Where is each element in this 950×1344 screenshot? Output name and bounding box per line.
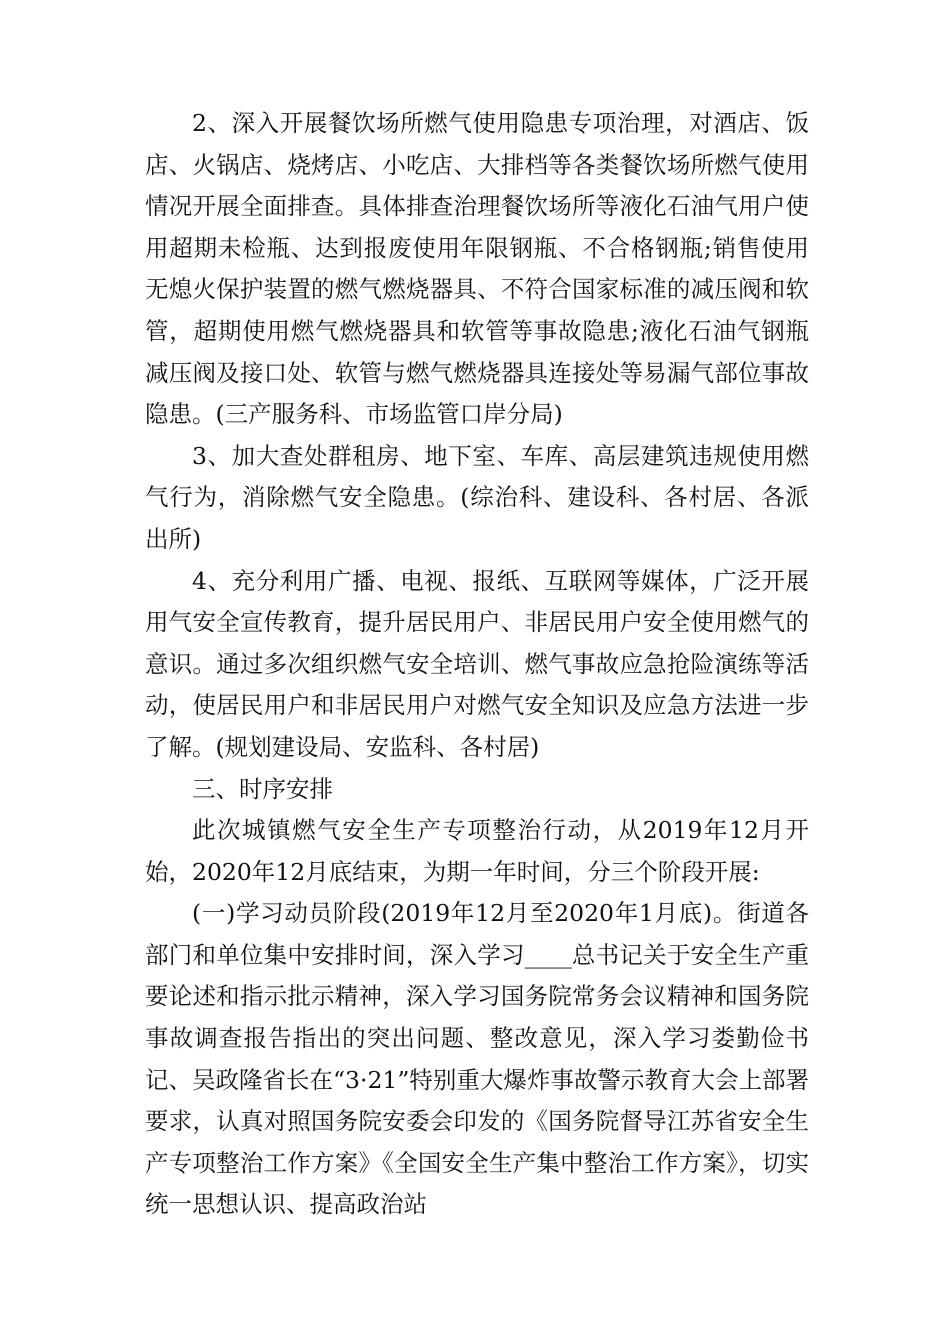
paragraph-schedule-intro: 此次城镇燃气安全生产专项整治行动，从2019年12月开始，2020年12月底结束，为期一年时间，分三个阶段开展: (145, 816, 809, 886)
paragraph-item-3: 3、加大查处群租房、地下室、车库、高层建筑违规使用燃气行为，消除燃气安全隐患。(综治科、建设科、各村居、各派出所) (145, 441, 809, 553)
document-body (145, 103, 809, 1226)
section-heading-schedule: 三、时序安排 (192, 774, 333, 803)
paragraph-item-2: 2、深入开展餐饮场所燃气使用隐患专项治理，对酒店、饭店、火锅店、烧烤店、小吃店、大排档等各类餐饮场所燃气使用情况开展全面排查。具体排查治理餐饮场所等液化石油气用户使用超期未检瓶、达到报废使用年限钢瓶、不合格钢瓶;销售使用无熄火保护装置的燃气燃烧器具、不符合国家标准的减压阀和软管，超期使用燃气燃烧器具和软管等事故隐患;液化石油气钢瓶减压阀及接口处、软管与燃气燃烧器具连接处等易漏气部位事故隐患。(三产服务科、市场监管口岸分局) (145, 109, 809, 429)
paragraph-stage-one: (一)学习动员阶段(2019年12月至2020年1月底)。街道各部门和单位集中安排时间，深入学习____总书记关于安全生产重要论述和指示批示精神，深入学习国务院常务会议精神和国务院事故调查报告指出的突出问题、整改意见，深入学习娄勤俭书记、吴政隆省长在“3·21”特别重大爆炸事故警示教育大会上部署要求，认真对照国务院安委会印发的《国务院督导江苏省安全生产专项整治工作方案》《全国安全生产集中整治工作方案》，切实统一思想认识、提高政治站 (145, 899, 809, 1219)
paragraph-item-4: 4、充分利用广播、电视、报纸、互联网等媒体，广泛开展用气安全宣传教育，提升居民用户、非居民用户安全使用燃气的意识。通过多次组织燃气安全培训、燃气事故应急抢险演练等活动，使居民用户和非居民用户对燃气安全知识及应急方法进一步了解。(规划建设局、安监科、各村居) (145, 566, 809, 761)
